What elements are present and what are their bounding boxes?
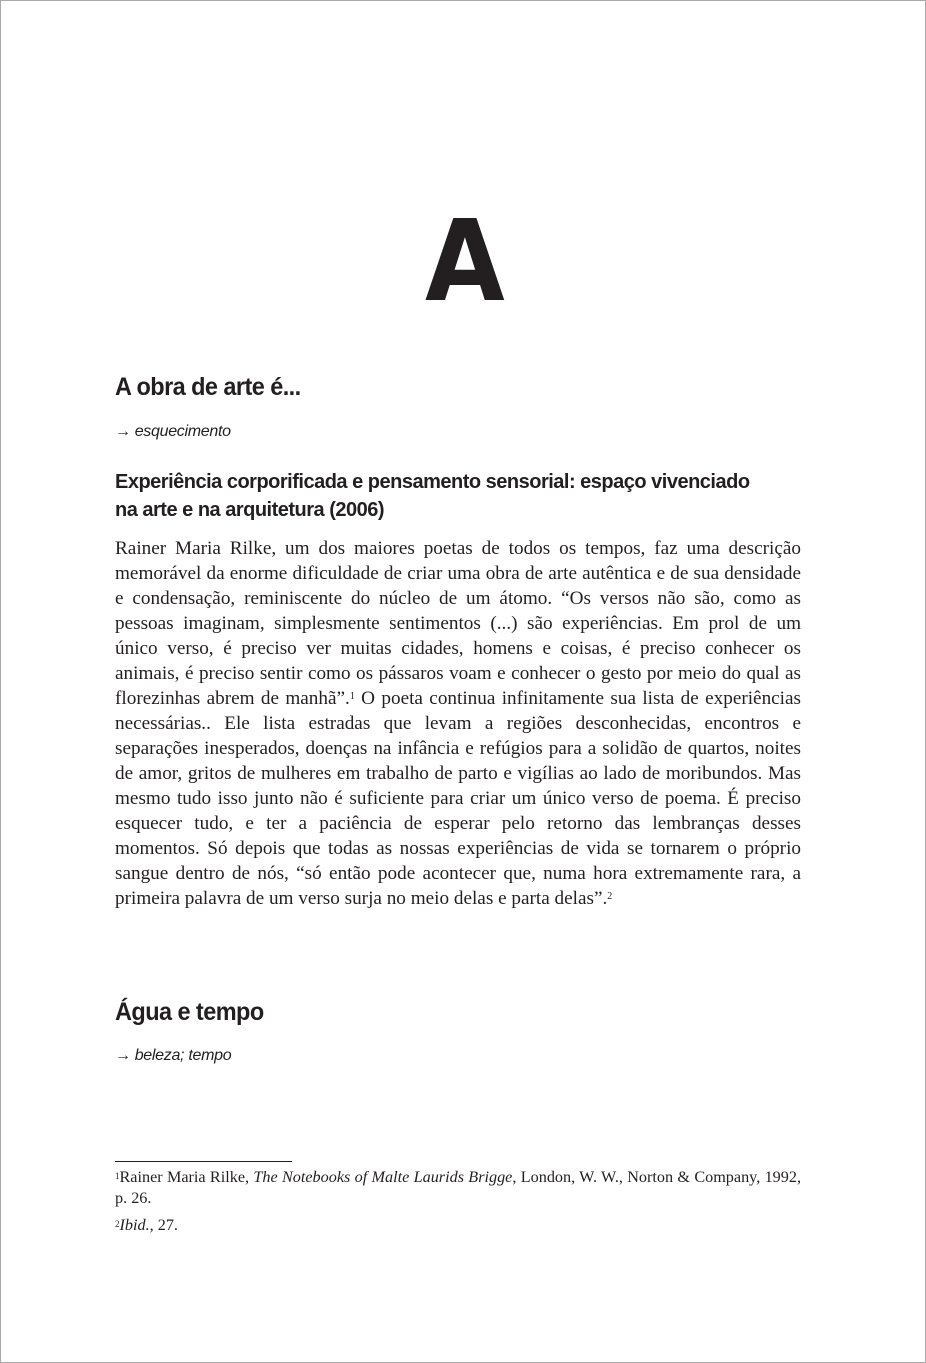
see-also-link[interactable]: beleza; tempo (134, 1047, 232, 1064)
chapter-letter: A (425, 197, 503, 327)
footnote-text: , London, W. W., Norton & Company, 1992, p. 26. (115, 1168, 802, 1207)
entry-heading: Água e tempo (115, 998, 264, 1026)
footnote-1 (115, 1167, 801, 1209)
see-also (115, 422, 801, 442)
footnote-book-title: The Notebooks of Malte Laurids Brigge (253, 1168, 513, 1186)
see-also-link[interactable]: esquecimento (134, 423, 231, 440)
entry-heading: A obra de arte é... (115, 373, 301, 401)
footnote-ref-1[interactable]: 1 (349, 691, 355, 702)
article-title-line1: Experiência corporificada e pensamento sensorial: espaço vivenciado (115, 471, 750, 493)
paragraph-part1: Rainer Maria Rilke, um dos maiores poetas de todos os tempos, faz uma descrição memorável da enorme dificuldade de criar uma obra de arte autêntica e de sua densidade e condensação, reminiscente do núcleo de um átomo. “Os versos não são, como as pessoas imaginam, simplesmente sentimentos (...) são experiências. Em prol de um único verso, é preciso ver muitas cidades, homens e coisas, é preciso conhecer os animais, é preciso sentir como os pássaros voam e conhecer o gesto por meio do qual as florezinhas abrem de manhã”. (115, 538, 801, 709)
article-body (115, 536, 801, 911)
footnote-number: 2 (115, 1219, 120, 1229)
footnote-text: , 27. (149, 1216, 178, 1234)
article-title-line2: na arte e na arquitetura (2006) (115, 499, 385, 521)
footnote-ref-2[interactable]: 2 (607, 891, 613, 902)
see-also (115, 1046, 801, 1066)
footnote-number: 1 (115, 1171, 120, 1181)
article-title (115, 468, 801, 524)
footnote-text: Rainer Maria Rilke, (119, 1168, 254, 1186)
entry-heading-obra-de-arte (115, 372, 801, 402)
arrow-right-icon: → (115, 423, 131, 440)
paragraph-part2: O poeta continua infinitamente sua lista de experiências necessárias.. Ele lista estradas que levam a regiões desconhecidas, encontros e separações inesperados, doenças na infância e refúgios para a solidão de quartos, noites de amor, gritos de mulheres em trabalho de parto e vigílias ao lado de moribundos. Mas mesmo tudo isso junto não é suficiente para criar um único verso de poema. É preciso esquecer tudo, e ter a paciência de esperar pelo retorno das lembranças desses momentos. Só depois que todas as nossas experiências de vida se tornarem o próprio sangue dentro de nós, “só então pode acontecer que, numa hora extremamente rara, a primeira palavra de um verso surja no meio delas e parta delas”. (115, 688, 802, 909)
footnote-divider (115, 1161, 292, 1162)
arrow-right-icon: → (115, 1047, 131, 1064)
article-paragraph (115, 536, 801, 911)
footnotes (115, 1167, 801, 1236)
entry-heading-agua-e-tempo (115, 997, 801, 1027)
footnote-ibid: Ibid. (119, 1216, 150, 1234)
footnote-2 (115, 1215, 801, 1236)
